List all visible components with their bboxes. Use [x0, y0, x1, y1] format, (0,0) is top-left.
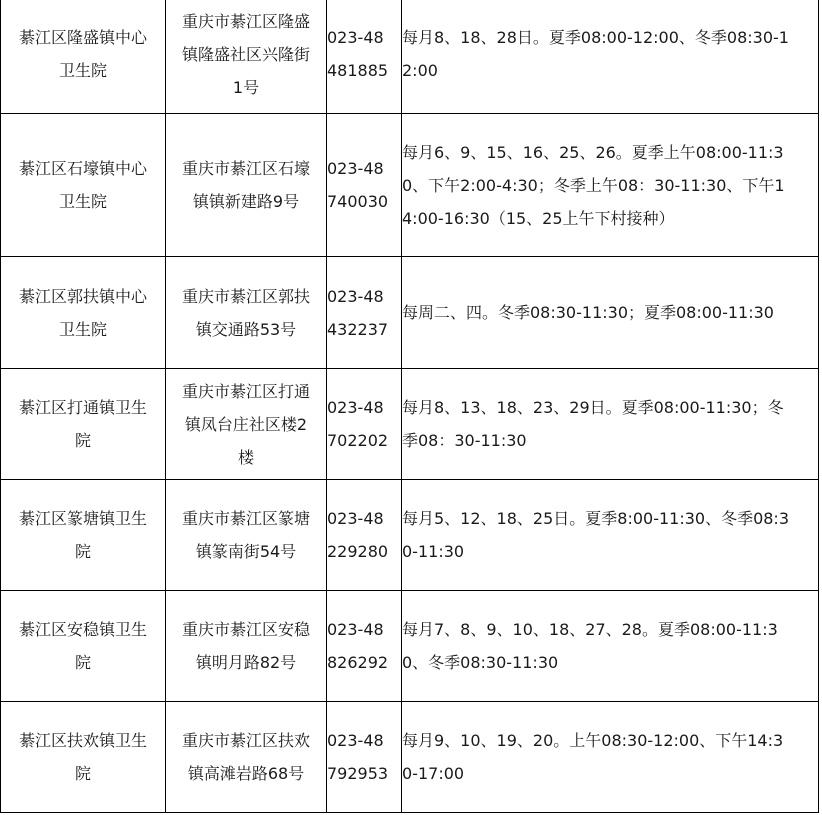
clinic-phone: 023-48740030 — [327, 159, 389, 211]
table-row — [1, 591, 819, 702]
clinic-schedule: 每月6、9、15、16、25、26。夏季上午08:00-11:30、下午2:00-4:30；冬季上午08：30-11:30、下午14:00-16:30（15、25上午下村接种） — [402, 142, 785, 228]
clinic-schedule-cell — [402, 591, 819, 702]
clinic-address-cell — [166, 257, 327, 369]
clinic-schedule: 每月8、13、18、23、29日。夏季08:00-11:30；冬季08：30-11:30 — [402, 398, 784, 450]
clinic-phone-cell — [327, 369, 402, 480]
clinic-name: 綦江区隆盛镇中心卫生院 — [18, 28, 147, 80]
clinic-schedule-cell — [402, 0, 819, 114]
clinic-address-cell — [166, 591, 327, 702]
clinic-name: 綦江区郭扶镇中心卫生院 — [18, 286, 147, 339]
clinic-name: 綦江区石壕镇中心卫生院 — [18, 159, 147, 211]
clinic-name-cell — [1, 257, 166, 369]
clinic-address-cell — [166, 702, 327, 813]
clinic-schedule: 每月7、8、9、10、18、27、28。夏季08:00-11:30、冬季08:30-11:30 — [402, 620, 778, 672]
clinic-phone: 023-48826292 — [327, 620, 389, 672]
clinic-address: 重庆市綦江区隆盛镇隆盛社区兴隆街1号 — [181, 11, 310, 97]
clinic-schedule: 每周二、四。冬季08:30-11:30；夏季08:00-11:30 — [402, 303, 774, 322]
clinic-phone: 023-48702202 — [327, 398, 389, 450]
clinic-name-cell — [1, 702, 166, 813]
clinic-address: 重庆市綦江区安稳镇明月路82号 — [181, 620, 310, 672]
clinic-phone: 023-48432237 — [327, 286, 389, 339]
table-row — [1, 114, 819, 257]
clinic-schedule-cell — [402, 702, 819, 813]
clinic-schedule: 每月9、10、19、20。上午08:30-12:00、下午14:30-17:00 — [402, 731, 784, 783]
clinic-name-cell — [1, 114, 166, 257]
clinic-schedule: 每月5、12、18、25日。夏季8:00-11:30、冬季08:30-11:30 — [402, 509, 790, 561]
clinic-phone-cell — [327, 591, 402, 702]
table-row — [1, 702, 819, 813]
clinic-name-cell — [1, 591, 166, 702]
clinic-address: 重庆市綦江区郭扶镇交通路53号 — [181, 286, 310, 339]
clinic-name: 綦江区篆塘镇卫生院 — [18, 509, 147, 561]
clinic-name-cell — [1, 480, 166, 591]
clinic-name-cell — [1, 369, 166, 480]
clinic-phone: 023-48229280 — [327, 509, 389, 561]
clinic-phone-cell — [327, 702, 402, 813]
clinic-schedule-cell — [402, 257, 819, 369]
clinic-phone-cell — [327, 114, 402, 257]
clinic-phone-cell — [327, 257, 402, 369]
clinic-schedule-cell — [402, 369, 819, 480]
table-row — [1, 480, 819, 591]
table-row — [1, 0, 819, 114]
clinic-phone-cell — [327, 0, 402, 114]
clinic-address: 重庆市綦江区扶欢镇高滩岩路68号 — [181, 731, 310, 783]
clinic-address-cell — [166, 0, 327, 114]
clinic-phone: 023-48481885 — [327, 28, 389, 80]
clinic-schedule-cell — [402, 480, 819, 591]
clinic-schedule: 每月8、18、28日。夏季08:00-12:00、冬季08:30-12:00 — [402, 28, 789, 80]
table-row — [1, 369, 819, 480]
table-row — [1, 257, 819, 369]
clinic-name: 綦江区扶欢镇卫生院 — [18, 731, 147, 783]
clinic-address-cell — [166, 369, 327, 480]
clinic-name: 綦江区打通镇卫生院 — [18, 398, 147, 450]
clinic-phone: 023-48792953 — [327, 731, 389, 783]
clinic-address: 重庆市綦江区石壕镇镇新建路9号 — [181, 159, 310, 211]
clinic-address: 重庆市綦江区篆塘镇篆南街54号 — [181, 509, 310, 561]
clinic-name-cell — [1, 0, 166, 114]
clinic-name: 綦江区安稳镇卫生院 — [18, 620, 147, 672]
clinic-address-cell — [166, 114, 327, 257]
clinic-address-cell — [166, 480, 327, 591]
clinic-schedule-cell — [402, 114, 819, 257]
clinic-address: 重庆市綦江区打通镇凤台庄社区楼2楼 — [181, 381, 310, 467]
clinic-phone-cell — [327, 480, 402, 591]
